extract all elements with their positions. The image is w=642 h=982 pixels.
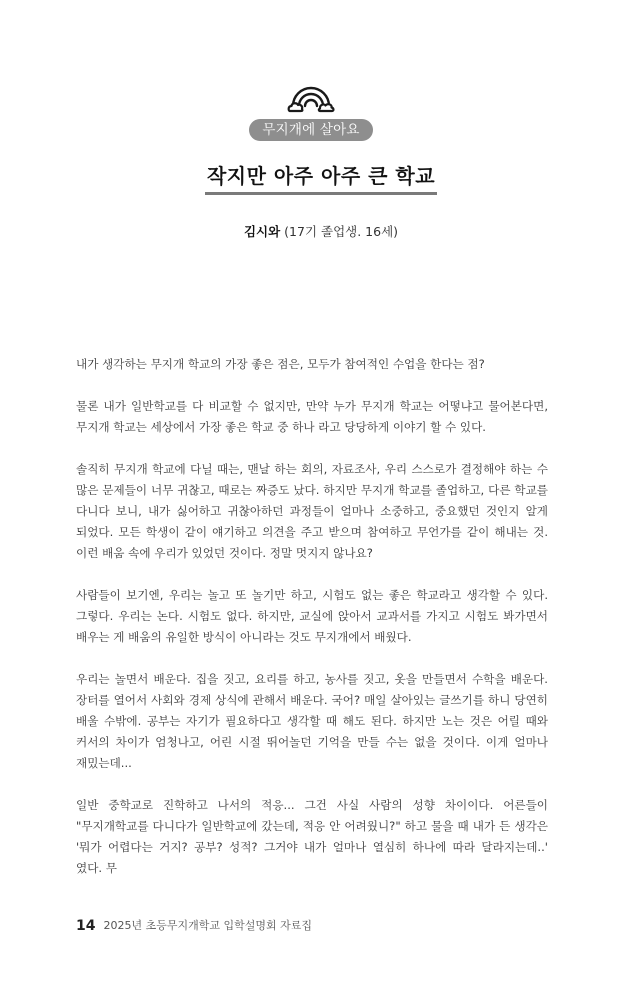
author-note: (17기 졸업생. 16세) <box>284 224 399 239</box>
publication-title: 2025년 초등무지개학교 입학설명회 자료집 <box>103 919 312 932</box>
section-badge: 무지개에 살아요 <box>249 119 373 141</box>
page-footer <box>76 917 312 937</box>
page-number: 14 <box>76 918 96 934</box>
rainbow-cloud-icon <box>287 82 335 114</box>
paragraph: 내가 생각하는 무지개 학교의 가장 좋은 점은, 모두가 참여적인 수업을 한다는 점? <box>76 357 485 371</box>
article-title: 작지만 아주 아주 큰 학교 <box>205 160 437 195</box>
byline <box>0 222 642 240</box>
paragraph: 물론 내가 일반학교를 다 비교할 수 없지만, 만약 누가 무지개 학교는 어떻냐고 물어본다면, 무지개 학교는 세상에서 가장 좋은 학교 중 하나 라고 당당하게 이야기 할 수 있다. <box>76 399 548 434</box>
paragraph: 솔직히 무지개 학교에 다닐 때는, 맨날 하는 회의, 자료조사, 우리 스스로가 결정해야 하는 수 많은 문제들이 너무 귀찮고, 때로는 짜증도 났다. 하지만 무지개 학교를 졸업하고, 다른 학교를 다니다 보니, 내가 싫어하고 귀찮아하던 과정들이 얼마나 소중하고, 중요했던 것인지 알게 되었다. 모든 학생이 같이 얘기하고 의견을 주고 받으며 참여하고 무언가를 같이 해내는 것. 이런 배움 속에 우리가 있었던 것이다. 정말 멋지지 않나요? <box>76 462 548 560</box>
paragraph: 일반 중학교로 진학하고 나서의 적응... 그건 사실 사람의 성향 차이이다. 어른들이 "무지개학교를 다니다가 일반학교에 갔는데, 적응 안 어려웠니?" 하고 물을 때 내가 든 생각은 '뭐가 어렵다는 거지? 공부? 성적? 그거야 내가 얼마나 열심히 하나에 따라 달라지는데..' 였다. 무 <box>76 798 548 875</box>
paragraph: 우리는 놀면서 배운다. 집을 짓고, 요리를 하고, 농사를 짓고, 옷을 만들면서 수학을 배운다. 장터를 열어서 사회와 경제 상식에 관해서 배운다. 국어? 매일 살아있는 글쓰기를 하니 당연히 배울 수밖에. 공부는 자기가 필요하다고 생각할 때 해도 된다. 하지만 노는 것은 어릴 때와 커서의 차이가 엄청나고, 어린 시절 뛰어놀던 기억을 만들 수는 없을 것이다. 이게 얼마나 재밌는데... <box>76 672 548 770</box>
paragraph: 사람들이 보기엔, 우리는 놀고 또 놀기만 하고, 시험도 없는 좋은 학교라고 생각할 수 있다. 그렇다. 우리는 논다. 시험도 없다. 하지만, 교실에 앉아서 교과서를 가지고 시험도 봐가면서 배우는 게 배움의 유일한 방식이 아니라는 것도 무지개에서 배웠다. <box>76 588 548 644</box>
title-container <box>0 160 642 195</box>
article-body <box>76 354 548 900</box>
author-name: 김시와 <box>243 224 281 239</box>
